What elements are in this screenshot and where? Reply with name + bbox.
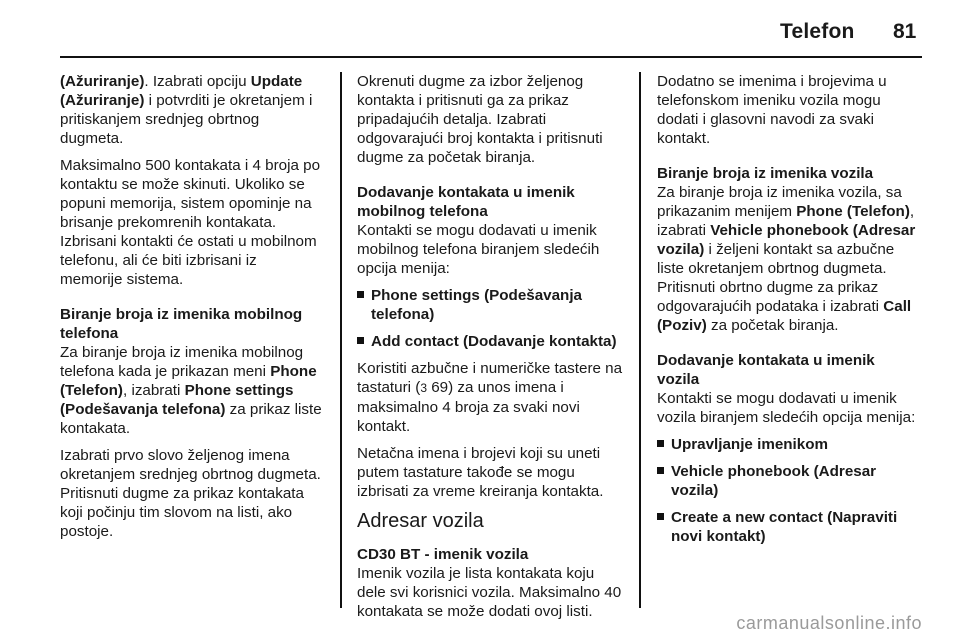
header-rule	[60, 56, 922, 58]
paragraph: Kontakti se mogu dodavati u imenik vozila biranjem sledećih opcija menija:	[657, 390, 916, 426]
paragraph	[60, 72, 322, 148]
bullet-square-icon	[357, 291, 364, 298]
text: za početak biranja.	[706, 317, 839, 334]
text: , izabrati	[657, 203, 915, 239]
page-number: 81	[893, 20, 917, 43]
subheading: Biranje broja iz imenika mobilnog telefona	[60, 306, 303, 342]
bullet-text: Phone settings (Podešavanja telefona)	[371, 287, 582, 323]
page-header-title: Telefon	[780, 20, 855, 43]
watermark: carmanualsonline.info	[736, 613, 922, 633]
paragraph: Izabrati prvo slovo željenog imena okretanjem srednjeg obrtnog dugmeta. Pritisnuti dugme za prikaz kontakata koji počinju tim slovom na listi, ako postoje.	[60, 447, 321, 540]
bullet-item	[357, 286, 625, 324]
text: Za biranje broja iz imenika mobilnog telefona kada je prikazan meni	[60, 344, 304, 380]
paragraph: Dodatno se imenima i brojevima u telefonskom imeniku vozila mogu dodati i glasovni navodi za svaki kontakt.	[657, 73, 887, 147]
paragraph: Okrenuti dugme za izbor željenog kontakta i pritisnuti ga za prikaz pripadajućih detalja. Izabrati odgovarajući broj kontakta i pritisnuti dugme za početak biranja.	[357, 73, 603, 166]
column-divider	[639, 72, 641, 608]
paragraph: Imenik vozila je lista kontakata koju dele svi korisnici vozila. Maksimalno 40 kontakata se može dodati ovoj listi.	[357, 565, 622, 620]
menu-term: (Ažuriranje)	[60, 73, 145, 90]
paragraph: Maksimalno 500 kontakata i 4 broja po kontaktu se može skinuti. Ukoliko se popuni memorija, sistem opominje na brisanje prekomrenih kontakata. Izbrisani kontakti će ostati u mobilnom telefonu, ali će biti izbrisani iz memorije sistema.	[60, 157, 321, 288]
bullet-text: Vehicle phonebook (Adresar vozila)	[671, 463, 877, 499]
menu-term: Phone (Telefon)	[60, 363, 317, 399]
bullet-text: Add contact (Dodavanje kontakta)	[371, 333, 617, 350]
bullet-item	[657, 462, 919, 500]
column-divider	[340, 72, 342, 608]
menu-term: Update (Ažuriranje)	[60, 73, 303, 109]
bullet-item	[657, 508, 919, 546]
column-1	[60, 72, 322, 549]
subheading: Dodavanje kontakata u imenik vozila	[657, 352, 875, 388]
bullet-item	[657, 435, 919, 454]
column-2	[357, 72, 625, 629]
menu-term: Vehicle phonebook (Adresar vozila)	[657, 222, 916, 258]
bullet-square-icon	[357, 337, 364, 344]
bullet-text: Create a new contact (Napraviti novi kontakt)	[671, 509, 898, 545]
column-3	[657, 72, 919, 554]
text: i potvrditi je okretanjem i pritiskanjem srednjeg obrtnog dugmeta.	[60, 92, 313, 147]
bullet-square-icon	[657, 440, 664, 447]
bullet-text: Upravljanje imenikom	[671, 436, 828, 453]
text: Za biranje broja iz imenika vozila, sa prikazanim menijem	[657, 184, 902, 220]
menu-term: Call (Poziv)	[657, 298, 912, 334]
subheading: Biranje broja iz imenika vozila	[657, 165, 874, 182]
text: 69) za unos imena i maksimalno 4 broja za svaki novi kontakt.	[357, 379, 580, 435]
section-title: Adresar vozila	[357, 510, 484, 532]
bullet-square-icon	[657, 513, 664, 520]
subheading: Dodavanje kontakata u imenik mobilnog telefona	[357, 184, 575, 220]
menu-term: Phone settings (Podešavanja telefona)	[60, 382, 294, 418]
text: i željeni kontakt sa azbučne liste okretanjem obrtnog dugmeta. Pritisnuti obrtno dugme za prikaz odgovarajućih podataka i izabrati	[657, 241, 895, 315]
paragraph	[657, 183, 919, 335]
text: . Izabrati opciju	[144, 73, 251, 90]
bullet-item	[357, 332, 625, 351]
paragraph: Kontakti se mogu dodavati u imenik mobilnog telefona biranjem sledećih opcija menija:	[357, 222, 600, 277]
paragraph	[60, 343, 322, 438]
text: za prikaz liste kontakata.	[60, 401, 322, 437]
subheading: CD30 BT - imenik vozila	[357, 546, 529, 563]
text: , izabrati	[123, 382, 185, 399]
paragraph	[357, 359, 625, 436]
menu-term: Phone (Telefon)	[796, 203, 910, 220]
text: Koristiti azbučne i numeričke tastere na tastaturi (	[357, 360, 623, 396]
page-reference-arrow-icon: 3	[420, 381, 427, 395]
bullet-square-icon	[657, 467, 664, 474]
paragraph: Netačna imena i brojevi koji su uneti putem tastature takođe se mogu izbrisati za vreme kreiranja kontakta.	[357, 445, 604, 500]
